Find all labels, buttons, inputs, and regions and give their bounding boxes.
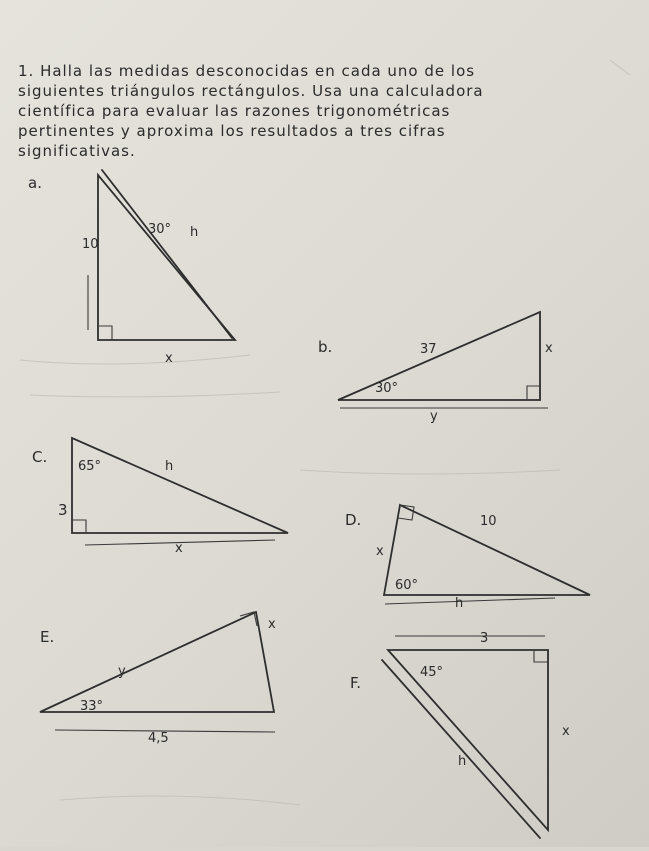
problem-d-base: h: [455, 596, 464, 611]
problem-a-base: x: [165, 351, 173, 366]
problem-e-angle: 33°: [80, 699, 104, 714]
problem-a-side: 10: [82, 237, 99, 252]
triangle-a: [28, 170, 235, 366]
problem-b-hyp: 37: [420, 342, 437, 357]
problem-b-height: x: [545, 341, 553, 356]
instruction-line-5: significativas.: [18, 142, 136, 160]
problem-f-hyp: h: [458, 754, 467, 769]
problem-c-side: 3: [58, 501, 68, 519]
problem-f-side: x: [562, 724, 570, 739]
problem-e-side: x: [268, 617, 276, 632]
instruction-line-3: científica para evaluar las razones trigonométricas: [18, 102, 451, 120]
problem-c-hyp: h: [165, 459, 174, 474]
problem-e-hyp: y: [118, 664, 126, 679]
triangle-b: [318, 312, 553, 424]
problem-b-label: b.: [318, 338, 333, 356]
instructions: [18, 62, 484, 160]
instruction-line-2: siguientes triángulos rectángulos. Usa una calculadora: [18, 82, 484, 100]
triangle-f: [350, 631, 570, 838]
problem-a-angle: 30°: [148, 222, 172, 237]
triangle-e: [40, 612, 276, 746]
problem-e-base: 4,5: [148, 731, 169, 746]
problem-b-base: y: [430, 409, 438, 424]
problem-f-label: F.: [350, 674, 361, 692]
problem-d-angle: 60°: [395, 578, 419, 593]
problem-c-base: x: [175, 541, 183, 556]
problem-f-top: 3: [480, 631, 489, 646]
instruction-line-1: 1. Halla las medidas desconocidas en cada uno de los: [18, 62, 476, 80]
problem-c-label: C.: [32, 448, 48, 466]
problem-c-angle: 65°: [78, 459, 102, 474]
problem-d-hyp: 10: [480, 514, 497, 529]
paper-texture: [20, 60, 630, 805]
problem-a-label: a.: [28, 174, 42, 192]
problem-f-angle: 45°: [420, 665, 444, 680]
problem-e-label: E.: [40, 628, 55, 646]
problem-d-side: x: [376, 544, 384, 559]
problem-b-angle: 30°: [375, 381, 399, 396]
triangle-c: [32, 438, 288, 556]
problem-a-hyp: h: [190, 225, 199, 240]
problem-d-label: D.: [345, 511, 362, 529]
instruction-line-4: pertinentes y aproxima los resultados a tres cifras: [18, 122, 446, 140]
triangle-d: [345, 505, 590, 611]
